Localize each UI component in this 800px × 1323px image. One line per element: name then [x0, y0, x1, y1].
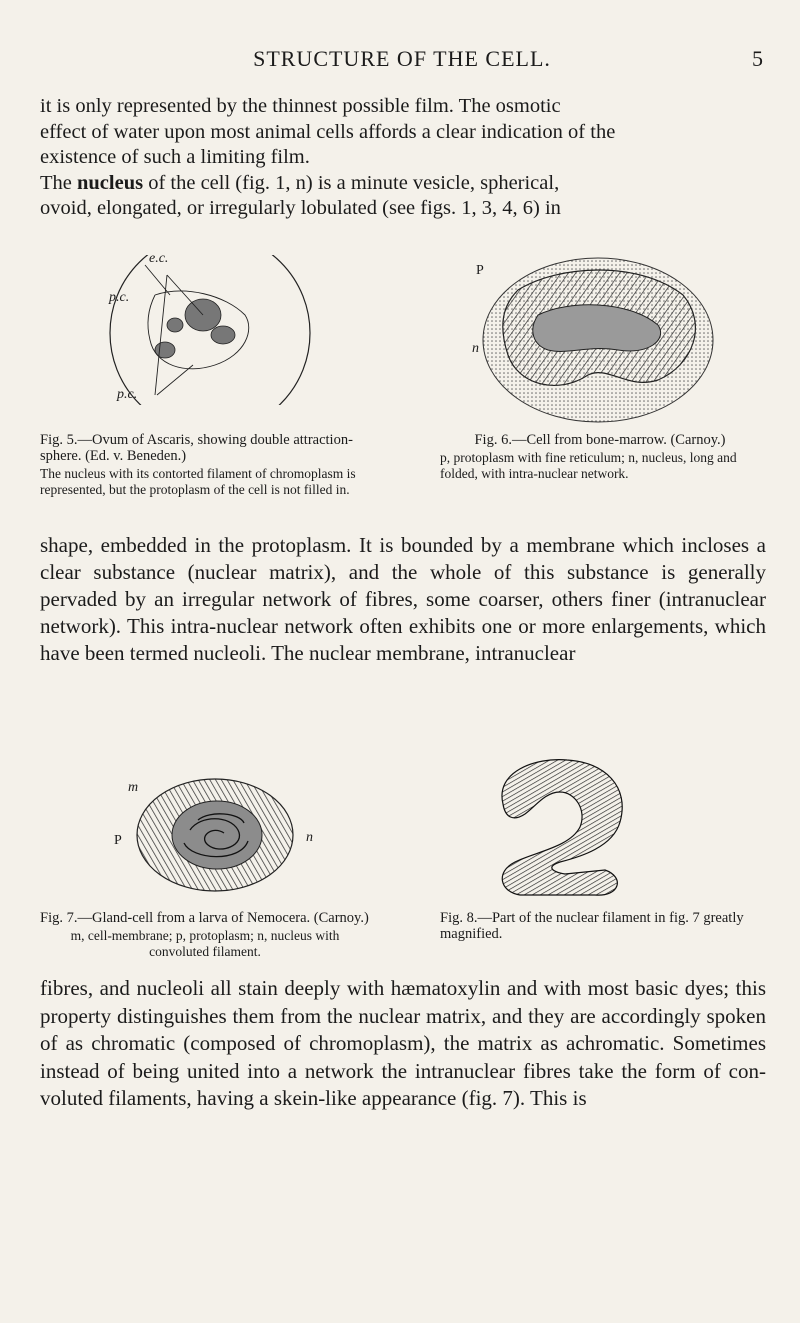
paragraph-1 [40, 94, 766, 222]
bone-marrow-cell-illustration [478, 255, 728, 425]
fig7-caption-title: Fig. 7.—Gland-cell from a larva of Nemocera. (Carnoy.) [40, 910, 369, 926]
figure-6 [472, 255, 728, 425]
label-n: n [472, 341, 479, 356]
paragraph-2 [40, 532, 766, 667]
ovum-illustration [95, 255, 325, 405]
header-title: STRUCTURE OF THE CELL. [253, 46, 551, 71]
fig5-caption-title: Fig. 5.—Ovum of Ascaris, showing double attraction-sphere. (Ed. v. Beneden.) [40, 432, 353, 464]
figure-8 [475, 752, 650, 902]
fig6-caption-body: p, protoplasm with fine reticulum; n, nucleus, long and folded, with intra-nuclear network. [440, 450, 737, 481]
caption-fig6 [440, 432, 760, 482]
para1-line1: it is only represented by the thinnest possible film. The osmotic [40, 95, 561, 117]
label-pc: p.c. [109, 290, 130, 305]
fig6-caption-title: Fig. 6.—Cell from bone-marrow. (Carnoy.) [474, 432, 726, 448]
nuclear-filament-illustration [475, 752, 650, 902]
paragraph-3 [40, 975, 766, 1113]
label-ec: e.c. [149, 251, 169, 266]
label-pc-lower: p.c. [117, 387, 138, 402]
para2-text: shape, embedded in the protoplasm. It is bounded by a membrane which incloses a clear substance (nuclear matrix), and the whole of this substance is generally pervaded by an irregular network of fibres, some coarser, others finer (intranuclear network). This intra-nuclear network often exhibits one or more enlargements, which have been termed nucleoli. The nuclear membrane, intranuclear [40, 533, 766, 665]
para1-line4 [40, 171, 766, 197]
page-number: 5 [752, 46, 764, 71]
fig7-caption-body: m, cell-membrane; p, protoplasm; n, nucleus with convoluted filament. [70, 928, 340, 959]
para1-line3: existence of such a limiting film. [40, 146, 310, 168]
para1-line5: ovoid, elongated, or irregularly lobulated (see figs. 1, 3, 4, 6) in [40, 197, 561, 219]
figure-7 [114, 775, 320, 895]
caption-fig7 [40, 910, 370, 960]
label-m: m [128, 780, 139, 795]
running-header [40, 46, 764, 76]
fig8-caption-title: Fig. 8.—Part of the nuclear filament in fig. 7 greatly magnified. [440, 910, 744, 942]
label-n: n [306, 830, 313, 845]
caption-fig8 [440, 910, 762, 942]
nucleus-term: nucleus [77, 171, 144, 194]
para3-text: fibres, and nucleoli all stain deeply with hæmatoxylin and with most basic dyes; this property distinguishes them from the nuclear matrix, and they are accordingly spoken of as chromatic (composed of chromoplasm), the matrix as achromatic. Sometimes instead of being united into a network the intranuclear fibres take the form of con-voluted filaments, having a skein-like appearance (fig. 7). This is [40, 976, 766, 1110]
label-p: P [476, 263, 484, 278]
caption-fig5 [40, 432, 368, 498]
label-p: P [114, 833, 122, 848]
fig5-caption-body: The nucleus with its contorted filament of chromoplasm is represented, but the protoplasm of the cell is not filled in. [40, 466, 356, 497]
para1-line4-post: of the cell (fig. 1, n) is a minute vesicle, spherical, [143, 171, 560, 194]
figure-5 [95, 251, 325, 405]
para1-line4-pre: The [40, 171, 77, 194]
gland-cell-illustration [120, 775, 320, 895]
para1-line2: effect of water upon most animal cells affords a clear indication of the [40, 120, 616, 143]
